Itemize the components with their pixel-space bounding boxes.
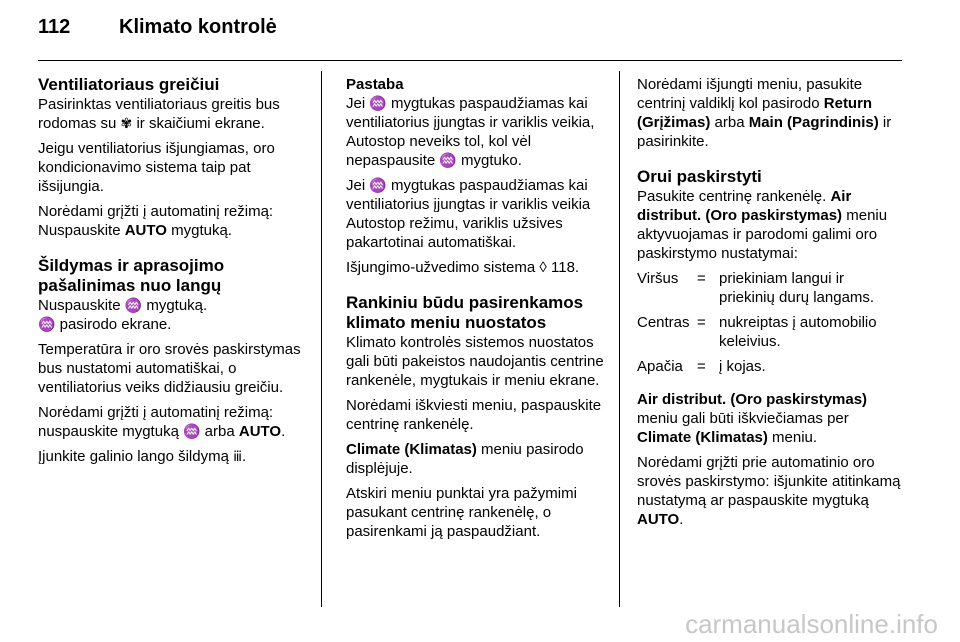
paragraph-fan-off: Jeigu ventiliatorius išjungiamas, oro kondicionavimo sistema taip pat išsijungia.: [38, 140, 275, 195]
note-paragraph-2: Jei ♒ mygtukas paspaudžiamas kai ventiliatorius įjungtas ir variklis veikia Autostop režimu, variklis užsives pakartotinai automatiškai.: [346, 177, 591, 251]
note-paragraph-1: Jei ♒ mygtukas paspaudžiamas kai ventiliatorius įjungtas ir variklis veikia, Autostop neveiks tol, kol vėl nepaspausite ♒ mygtuko.: [346, 95, 595, 169]
paragraph-defrost-display: ♒ pasirodo ekrane.: [38, 316, 172, 333]
table-row: [637, 269, 901, 313]
paragraph-exit-menu: Norėdami išjungti meniu, pasukite centrinį valdiklį kol pasirodo Return (Grįžimas) arba Main (Pagrindinis) ir pasirinkite.: [637, 76, 892, 150]
page-number: 112: [38, 16, 71, 38]
watermark: carmanualsonline.info: [685, 609, 938, 639]
climate-menu-label: Climate (Klimatas): [346, 441, 477, 458]
table-cell-description: į kojas.: [719, 358, 766, 375]
table-cell-description: priekiniam langui ir priekinių durų langams.: [719, 270, 875, 306]
paragraph-rear-window: Įjunkite galinio lango šildymą ⅲ.: [38, 448, 247, 465]
paragraph-return-auto: Norėdami grįžti į automatinį režimą: Nuspauskite AUTO mygtuką.: [38, 203, 274, 239]
rear-window-heating-icon: ⅲ: [233, 448, 243, 464]
heading-manual-settings: Rankiniu būdu pasirenkamos klimato meniu nuostatos: [346, 293, 584, 332]
table-cell-position: Centras: [637, 314, 690, 331]
cross-reference: Išjungimo-užvedimo sistema ◊ 118.: [346, 259, 580, 276]
heading-fan-speed: Ventiliatoriaus greičiui: [38, 75, 220, 94]
paragraph-manual-2: Norėdami iškviesti meniu, paspauskite centrinę rankenėlę.: [346, 397, 602, 433]
paragraph-defrost-return: Norėdami grįžti į automatinį režimą: nuspauskite mygtuką ♒ arba AUTO.: [38, 404, 286, 440]
paragraph-air-distribution: Pasukite centrinę rankenėlę. Air distribut. (Oro paskirstymas) meniu aktyvuojamas ir parodomi galimi oro paskirstymo nustatymai:: [637, 188, 888, 262]
paragraph-manual-3: Climate (Klimatas) meniu pasirodo displėjuje.: [346, 441, 584, 477]
paragraph-auto-distribution: Norėdami grįžti prie automatinio oro srovės paskirstymo: išjunkite atitinkamą nustatymą ar paspauskite mygtuką AUTO.: [637, 454, 901, 528]
auto-label: AUTO: [124, 222, 167, 239]
heading-defrost: Šildymas ir aprasojimo pašalinimas nuo langų: [38, 256, 225, 295]
table-row: [637, 313, 901, 357]
air-distribut-label: Air distribut. (Oro paskirstymas): [637, 391, 868, 408]
chapter-title: Klimato kontrolė: [119, 16, 277, 38]
paragraph-defrost-auto: Temperatūra ir oro srovės paskirstymas bus nustatomi automatiškai, o ventiliatorius veiks didžiausiu greičiu.: [38, 341, 301, 396]
column-2: [346, 75, 608, 547]
defrost-icon: ♒: [183, 423, 201, 439]
column-1: [38, 75, 304, 472]
reference-arrow-icon: ◊: [539, 259, 547, 276]
defrost-icon: ♒: [439, 152, 457, 168]
column-divider-1: [321, 71, 322, 607]
table-row: [637, 357, 901, 382]
paragraph-fan-display: Pasirinktas ventiliatoriaus greitis bus rodomas su ✾ ir skaičiumi ekrane.: [38, 96, 280, 132]
table-cell-equals: =: [697, 358, 706, 375]
paragraph-defrost-press: Nuspauskite ♒ mygtuką.: [38, 297, 208, 314]
header-rule: [38, 60, 902, 61]
auto-label: AUTO: [637, 511, 680, 528]
table-cell-equals: =: [697, 270, 706, 287]
paragraph-manual-1: Klimato kontrolės sistemos nuostatos gali būti pakeistos naudojantis centrine rankenėle, mygtukais ir meniu ekrane.: [346, 334, 604, 389]
climate-menu-label: Climate (Klimatas): [637, 429, 768, 446]
paragraph-air-dist-climate: Air distribut. (Oro paskirstymas) meniu gali būti iškviečiamas per Climate (Klimatas) meniu.: [637, 391, 868, 446]
air-distribut-label: Air distribut. (Oro paskirstymas): [637, 188, 852, 224]
defrost-icon: ♒: [124, 297, 143, 313]
defrost-icon: ♒: [38, 316, 56, 332]
paragraph-manual-4: Atskiri meniu punktai yra pažymimi pasukant centrinę rankenėlę, o pasirenkami ją paspaudžiant.: [346, 485, 577, 540]
table-cell-description: nukreiptas į automobilio keleivius.: [719, 314, 877, 350]
note-title: Pastaba: [346, 76, 404, 93]
defrost-icon: ♒: [369, 95, 387, 111]
table-cell-position: Viršus: [637, 270, 679, 287]
table-cell-equals: =: [697, 314, 706, 331]
defrost-icon: ♒: [369, 177, 387, 193]
air-distribution-table: [637, 269, 901, 382]
column-divider-2: [619, 71, 620, 607]
heading-air-distribution: Orui paskirstyti: [637, 167, 762, 186]
auto-label: AUTO: [238, 423, 282, 440]
main-label: Main (Pagrindinis): [748, 114, 879, 131]
column-3: [637, 75, 901, 535]
table-cell-position: Apačia: [637, 358, 683, 375]
return-label: Return (Grįžimas): [637, 95, 873, 131]
fan-icon: ✾: [120, 115, 133, 131]
